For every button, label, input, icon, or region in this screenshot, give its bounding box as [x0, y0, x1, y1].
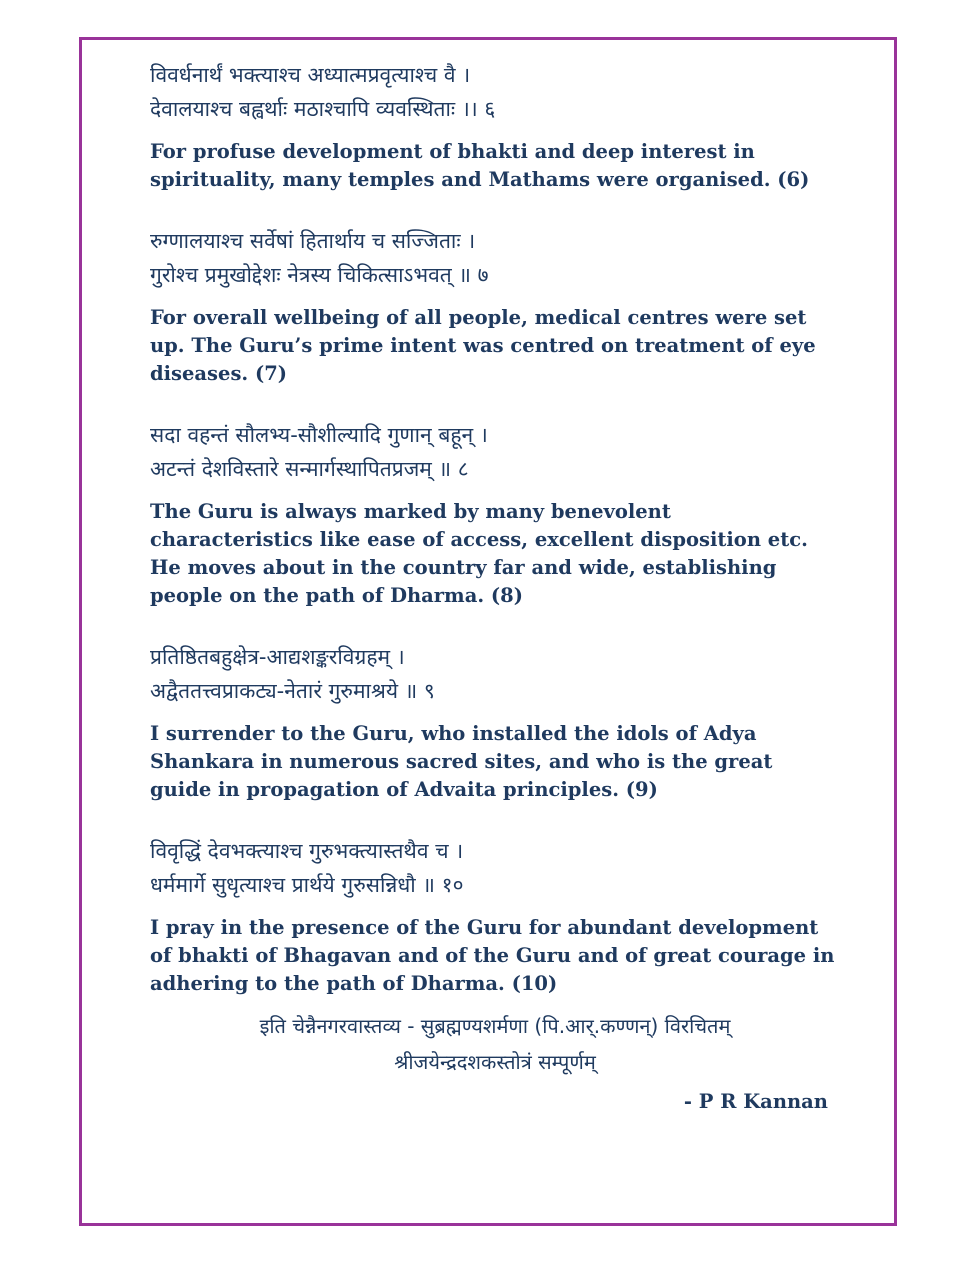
- verse-block-8: [150, 418, 840, 610]
- verse-line: गुरोश्च प्रमुखोद्देशः नेत्रस्य चिकित्साऽभवत् ॥ ७: [150, 263, 489, 287]
- verse-block-6: [150, 58, 840, 194]
- author-signature: - P R Kannan: [683, 1090, 828, 1113]
- english-translation: I surrender to the Guru, who installed the idols of Adya Shankara in numerous sacred sites, and who is the great guide in propagation of Advaita principles. (9): [150, 722, 773, 801]
- english-translation: For profuse development of bhakti and deep interest in spirituality, many temples and Mathams were organised. (6): [150, 140, 810, 191]
- colophon: [150, 1008, 840, 1080]
- verse-line: सदा वहन्तं सौलभ्य-सौशील्यादि गुणान् बहून् ।: [150, 423, 488, 447]
- verse-line: अटन्तं देशविस्तारे सन्मार्गस्थापितप्रजम् ॥ ८: [150, 457, 469, 481]
- verse-line: विवर्धनार्थं भक्त्याश्च अध्यात्मप्रवृत्याश्च वै ।: [150, 63, 471, 87]
- sanskrit-verse: [150, 224, 840, 292]
- verse-block-10: [150, 834, 840, 998]
- verse-line: प्रतिष्ठितबहुक्षेत्र-आद्यशङ्करविग्रहम् ।: [150, 645, 405, 669]
- english-translation: For overall wellbeing of all people, medical centres were set up. The Guru’s prime intent was centred on treatment of eye diseases. (7): [150, 306, 816, 385]
- document-content: [150, 58, 840, 1113]
- colophon-line: इति चेन्नैनगरवास्तव्य - सुब्रह्मण्यशर्मणा (पि.आर्.कण्णन्) विरचितम्: [259, 1014, 731, 1038]
- sanskrit-verse: [150, 834, 840, 902]
- english-translation: The Guru is always marked by many benevolent characteristics like ease of access, excellent disposition etc. He moves about in the country far and wide, establishing people on the path of Dharma. (8): [150, 500, 808, 607]
- sanskrit-verse: [150, 418, 840, 486]
- sanskrit-verse: [150, 640, 840, 708]
- verse-block-9: [150, 640, 840, 804]
- verse-line: देवालयाश्च बह्वर्थाः मठाश्चापि व्यवस्थिताः ।। ६: [150, 97, 496, 121]
- verse-line: धर्ममार्गे सुधृत्याश्च प्रार्थये गुरुसन्निधौ ॥ १०: [150, 873, 464, 897]
- verse-line: विवृद्धिं देवभक्त्याश्च गुरुभक्त्यास्तथैव च ।: [150, 839, 464, 863]
- verse-line: अद्वैततत्त्वप्राकट्य-नेतारं गुरुमाश्रये ॥ ९: [150, 679, 435, 703]
- sanskrit-verse: [150, 58, 840, 126]
- verse-block-7: [150, 224, 840, 388]
- verse-line: रुग्णालयाश्च सर्वेषां हितार्थाय च सज्जिताः ।: [150, 229, 476, 253]
- english-translation: I pray in the presence of the Guru for abundant development of bhakti of Bhagavan and of the Guru and of great courage in adhering to the path of Dharma. (10): [150, 916, 835, 995]
- colophon-line: श्रीजयेन्द्रदशकस्तोत्रं सम्पूर्णम्: [394, 1050, 596, 1074]
